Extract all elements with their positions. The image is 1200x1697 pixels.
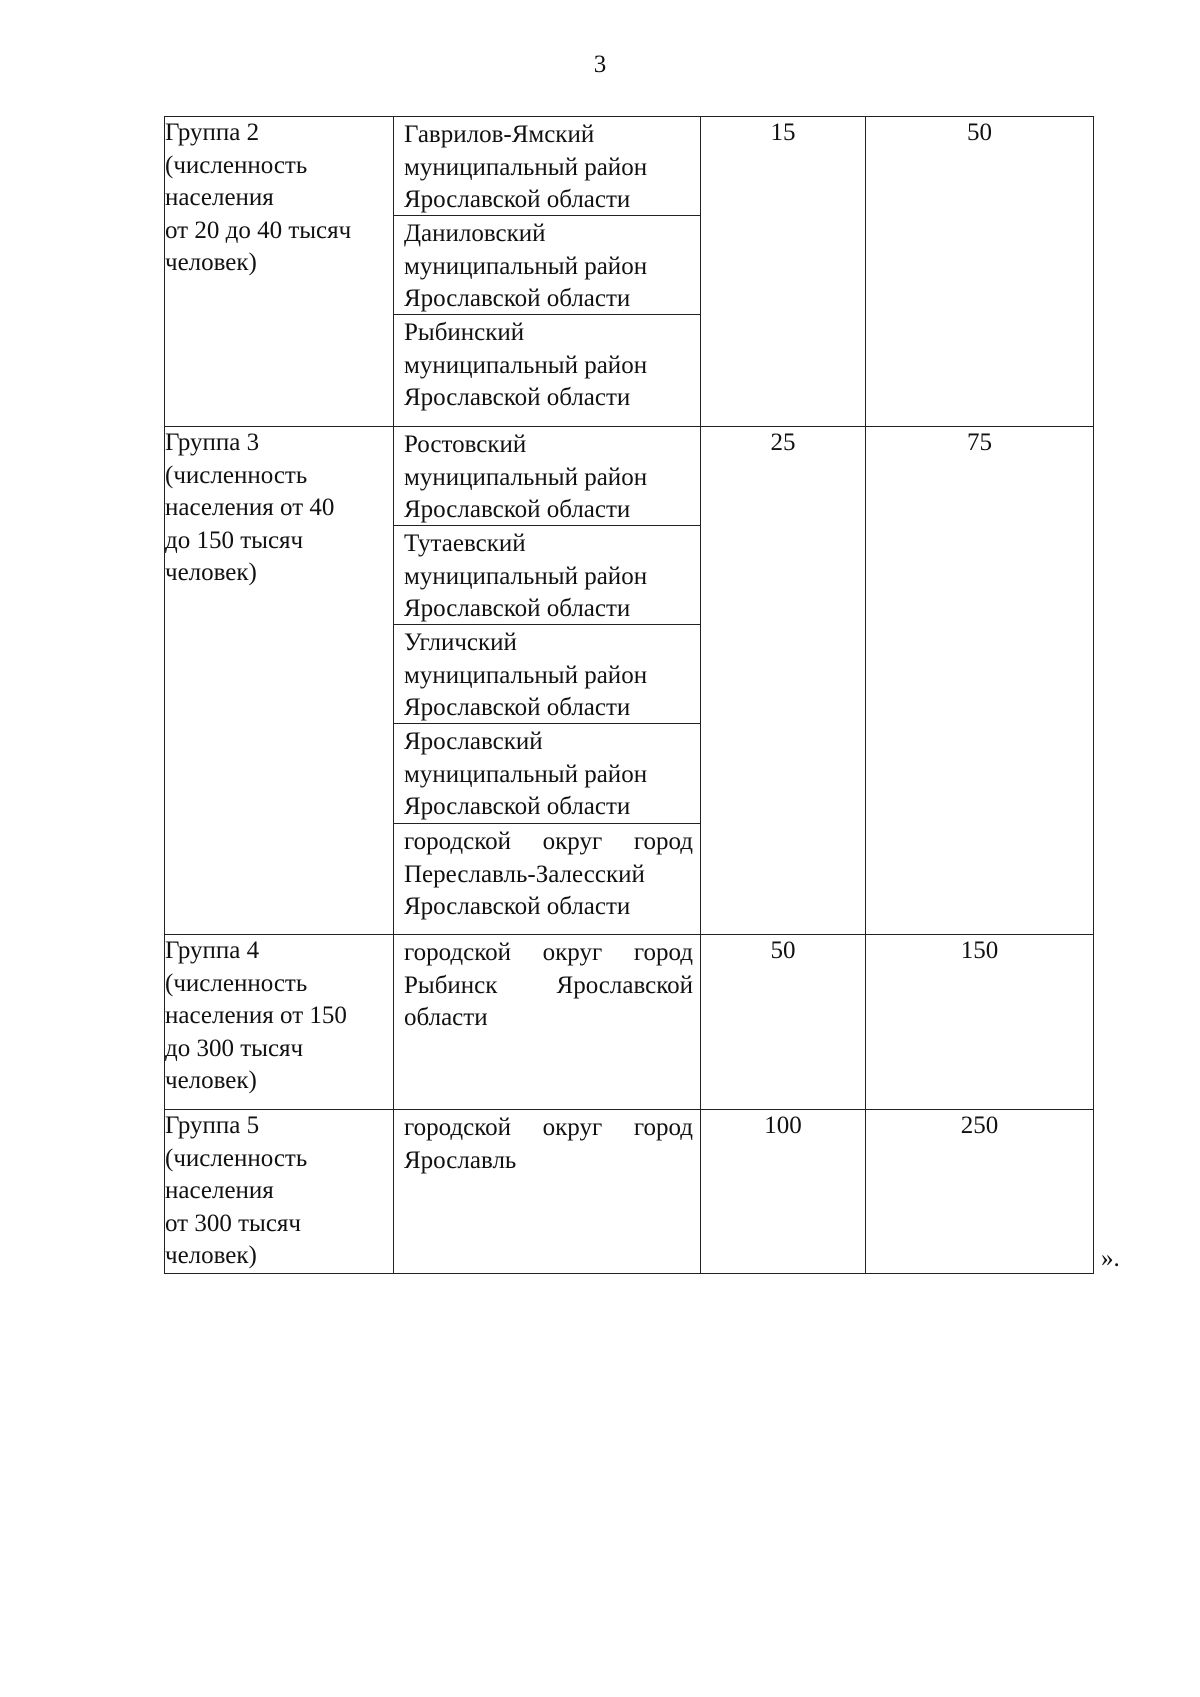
value-1-cell: 25 xyxy=(701,427,866,935)
municipality-name: городской округ город Ярославль xyxy=(404,1114,693,1174)
value-1-cell: 15 xyxy=(701,117,866,427)
municipality-list xyxy=(394,1110,701,1274)
municipality-name: Ярославский муниципальный район Ярославской области xyxy=(394,723,700,823)
table-row xyxy=(165,1110,1094,1274)
page-number: 3 xyxy=(593,51,607,78)
value-1-cell: 100 xyxy=(701,1110,866,1274)
group-label: Группа 5 (численность населения от 300 тысяч человек) xyxy=(165,1110,394,1274)
value-2-cell: 75 xyxy=(866,427,1094,935)
group-label: Группа 3 (численность населения от 40 до 150 тысяч человек) xyxy=(165,427,394,935)
group-label: Группа 2 (численность населения от 20 до 40 тысяч человек) xyxy=(165,117,394,427)
group-label: Группа 4 (численность населения от 150 до 300 тысяч человек) xyxy=(165,935,394,1110)
municipality-name: Ростовский муниципальный район Ярославской области xyxy=(404,431,648,523)
municipality-name: Угличский муниципальный район Ярославской области xyxy=(394,624,700,723)
table-row xyxy=(165,117,1094,427)
closing-quote-mark: ». xyxy=(1101,1245,1120,1272)
municipality-name: Гаврилов-Ямский муниципальный район Ярославской области xyxy=(404,121,648,213)
value-2-cell: 250 xyxy=(866,1110,1094,1274)
population-groups-table xyxy=(164,116,1094,1274)
table-row xyxy=(165,427,1094,935)
municipality-name: городской округ город Рыбинск Ярославской области xyxy=(404,939,693,1031)
municipality-name: Тутаевский муниципальный район Ярославской области xyxy=(394,525,700,624)
municipality-list xyxy=(394,117,701,427)
value-1-cell: 50 xyxy=(701,935,866,1110)
table-row xyxy=(165,935,1094,1110)
municipality-name: городской округ город Переславль-Залесский Ярославской области xyxy=(394,823,700,925)
value-2-cell: 150 xyxy=(866,935,1094,1110)
municipality-list xyxy=(394,935,701,1110)
value-2-cell: 50 xyxy=(866,117,1094,427)
municipality-name: Даниловский муниципальный район Ярославской области xyxy=(394,215,700,314)
municipality-name: Рыбинский муниципальный район Ярославской области xyxy=(394,314,700,416)
municipality-list xyxy=(394,427,701,935)
